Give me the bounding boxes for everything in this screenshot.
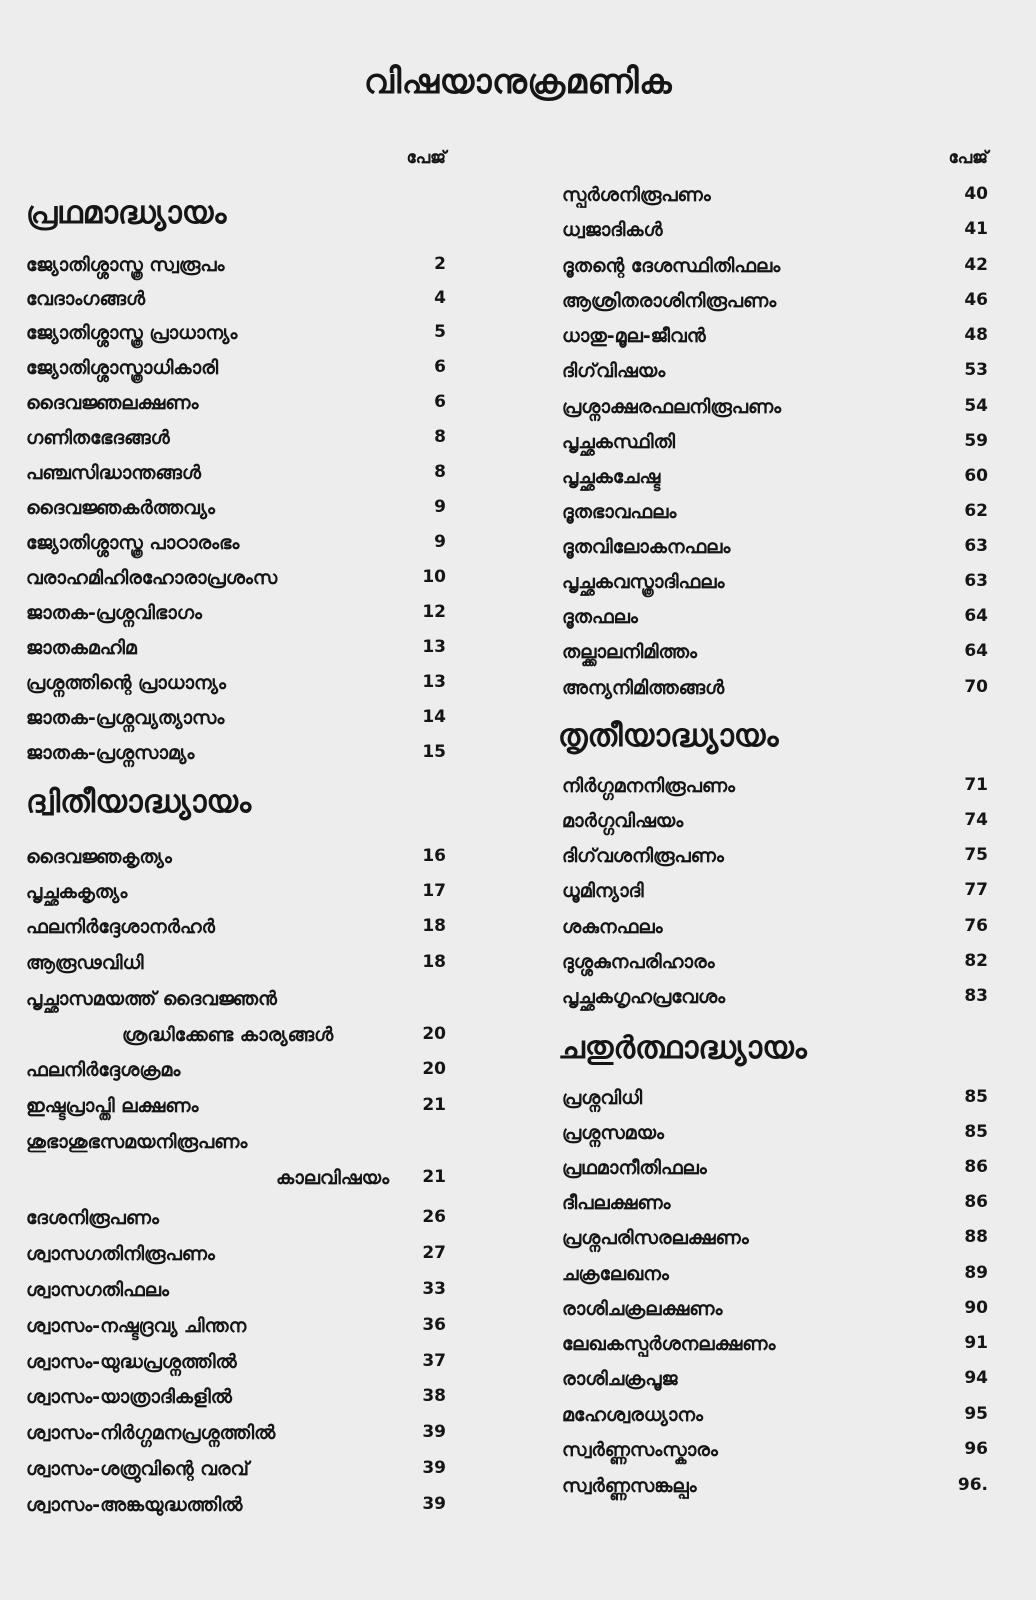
entry-title: പഞ്ചസിദ്ധാന്തങ്ങൾ <box>26 462 201 484</box>
chapter-heading: ദ്വിതീയാദ്ധ്യായം <box>26 784 252 820</box>
page-column-header: പേജ് <box>948 148 988 168</box>
toc-entry[interactable] <box>26 742 446 774</box>
entry-page: 21 <box>422 1167 446 1187</box>
toc-entry[interactable] <box>558 184 988 216</box>
toc-entry[interactable] <box>558 571 988 603</box>
entry-page: 33 <box>422 1279 446 1299</box>
entry-title: ശ്വാസം-അങ്കയുദ്ധത്തിൽ <box>26 1494 243 1516</box>
toc-entry[interactable] <box>26 1351 446 1383</box>
entry-title: കാലവിഷയം <box>276 1167 390 1189</box>
toc-entry[interactable] <box>26 1386 446 1418</box>
toc-entry[interactable] <box>558 677 988 709</box>
entry-page: 12 <box>422 602 446 622</box>
entry-page: 64 <box>964 641 988 661</box>
entry-title: ഗണിതഭേദങ്ങൾ <box>26 427 170 449</box>
entry-page: 89 <box>964 1263 988 1283</box>
toc-entry[interactable] <box>26 357 446 389</box>
toc-entry[interactable] <box>558 951 988 983</box>
entry-title: ദൈവജ്ഞകർത്തവ്യം <box>26 497 215 519</box>
toc-entry[interactable] <box>558 1404 988 1436</box>
entry-page: 8 <box>434 427 446 447</box>
entry-page: 26 <box>422 1207 446 1227</box>
toc-entry[interactable] <box>26 497 446 529</box>
entry-page: 64 <box>964 606 988 626</box>
entry-title: ജാതകമഹിമ <box>26 637 137 659</box>
toc-entry[interactable] <box>558 775 988 807</box>
entry-page: 9 <box>434 532 446 552</box>
entry-title: രാശിചക്രപൂജ <box>562 1368 678 1390</box>
toc-entry[interactable] <box>558 880 988 912</box>
entry-title: ശകുനഫലം <box>562 916 663 938</box>
toc-entry[interactable] <box>26 532 446 564</box>
entry-title: പൃച്ഛകവസ്ത്രാദിഫലം <box>562 571 725 593</box>
entry-page: 39 <box>422 1494 446 1514</box>
page-column-header: പേജ് <box>406 148 446 168</box>
entry-title: ജ്യോതിശ്ശാസ്ത്ര പാഠാരംഭം <box>26 532 240 554</box>
entry-title: ധ്വജാദികൾ <box>562 219 663 241</box>
entry-title: ദിഗ്‌വിഷയം <box>562 360 666 382</box>
entry-page: 27 <box>422 1243 446 1263</box>
entry-page: 86 <box>964 1192 988 1212</box>
toc-entry[interactable] <box>558 606 988 638</box>
entry-page: 60 <box>964 466 988 486</box>
entry-page: 95 <box>964 1404 988 1424</box>
toc-entry[interactable] <box>26 916 446 948</box>
toc-entry[interactable] <box>558 1475 988 1507</box>
toc-entry[interactable] <box>558 810 988 842</box>
entry-title: പൃച്ഛകചേഷ്ട <box>562 466 661 488</box>
toc-entry[interactable] <box>558 536 988 568</box>
entry-page: 46 <box>964 290 988 310</box>
entry-title: ജാതക-പ്രശ്നവിഭാഗം <box>26 602 202 624</box>
toc-entry[interactable] <box>558 916 988 948</box>
entry-page: 91 <box>964 1333 988 1353</box>
entry-title: ശ്വാസഗതിനിരൂപണം <box>26 1243 215 1265</box>
entry-page: 70 <box>964 677 988 697</box>
toc-entry[interactable] <box>26 1458 446 1490</box>
toc-entry-continuation[interactable] <box>26 1167 446 1199</box>
entry-page: 8 <box>434 462 446 482</box>
toc-entry[interactable] <box>558 1122 988 1154</box>
entry-page: 41 <box>964 219 988 239</box>
toc-entry[interactable] <box>558 396 988 428</box>
entry-title: ലേഖകസ്പർശനലക്ഷണം <box>562 1333 776 1355</box>
entry-page: 13 <box>422 637 446 657</box>
entry-page: 77 <box>964 880 988 900</box>
entry-page: 71 <box>964 775 988 795</box>
toc-entry[interactable] <box>558 466 988 498</box>
toc-entry[interactable] <box>558 1087 988 1119</box>
entry-title: ജാതക-പ്രശ്നവ്യത്യാസം <box>26 707 225 729</box>
entry-title: മഹേശ്വരധ്യാനം <box>562 1404 703 1426</box>
entry-title: ദൂതഫലം <box>562 606 638 628</box>
entry-title: വേദാംഗങ്ങൾ <box>26 288 146 310</box>
entry-page: 82 <box>964 951 988 971</box>
entry-page: 21 <box>422 1095 446 1115</box>
entry-page: 10 <box>422 567 446 587</box>
entry-title: ജാതക-പ്രശ്നസാമ്യം <box>26 742 195 764</box>
entry-title: തല്ക്കാലനിമിത്തം <box>562 641 697 663</box>
toc-entry[interactable] <box>558 1227 988 1259</box>
toc-entry[interactable] <box>26 672 446 704</box>
entry-page: 59 <box>964 431 988 451</box>
entry-title: പ്രശ്നസമയം <box>562 1122 664 1144</box>
entry-page: 96. <box>957 1475 988 1495</box>
toc-entry[interactable] <box>558 1192 988 1224</box>
entry-page: 85 <box>964 1122 988 1142</box>
entry-page: 36 <box>422 1315 446 1335</box>
toc-entry[interactable] <box>558 986 988 1018</box>
toc-entry[interactable] <box>26 288 446 320</box>
toc-entry[interactable] <box>26 846 446 878</box>
entry-title: പ്രശ്നാക്ഷരഫലനിരൂപണം <box>562 396 782 418</box>
toc-entry[interactable] <box>26 392 446 424</box>
entry-title: ചക്രലേഖനം <box>562 1263 669 1285</box>
entry-page: 9 <box>434 497 446 517</box>
toc-entry[interactable] <box>26 1422 446 1454</box>
entry-title: ഫലനിർദ്ദേശക്രമം <box>26 1059 181 1081</box>
entry-title: ദൂതവിലോകനഫലം <box>562 536 731 558</box>
entry-page: 88 <box>964 1227 988 1247</box>
entry-title: സ്വർണ്ണസങ്കല്പം <box>562 1475 697 1497</box>
entry-title: ഇഷ്ടപ്രാപ്തി ലക്ഷണം <box>26 1095 199 1117</box>
entry-title: ദീപലക്ഷണം <box>562 1192 671 1214</box>
entry-title: ദേശനിരൂപണം <box>26 1207 159 1229</box>
toc-entry[interactable] <box>558 1157 988 1189</box>
entry-page: 4 <box>434 288 446 308</box>
toc-entry[interactable] <box>26 254 446 286</box>
toc-entry-continuation[interactable] <box>26 1024 446 1056</box>
toc-entry[interactable] <box>558 1263 988 1295</box>
toc-entry[interactable] <box>26 637 446 669</box>
entry-title: ദുശ്ശകുനപരിഹാരം <box>562 951 715 973</box>
entry-page: 85 <box>964 1087 988 1107</box>
entry-title: പ്രഥമാനീതിഫലം <box>562 1157 707 1179</box>
toc-entry[interactable] <box>26 602 446 634</box>
entry-page: 13 <box>422 672 446 692</box>
entry-page: 6 <box>434 392 446 412</box>
entry-page: 20 <box>422 1059 446 1079</box>
entry-title: രാശിചക്രലക്ഷണം <box>562 1298 723 1320</box>
entry-page: 20 <box>422 1024 446 1044</box>
toc-entry[interactable] <box>558 1368 988 1400</box>
entry-title: വരാഹമിഹിരഹോരാപ്രശംസ <box>26 567 278 589</box>
entry-title: ദിഗ്‌വശനിരൂപണം <box>562 845 724 867</box>
toc-entry[interactable] <box>26 427 446 459</box>
entry-page: 86 <box>964 1157 988 1177</box>
entry-title: ശ്വാസം-യാത്രാദികളിൽ <box>26 1386 232 1408</box>
toc-entry[interactable] <box>558 431 988 463</box>
toc-entry[interactable] <box>558 219 988 251</box>
page-title: വിഷയാനുക്രമണിക <box>363 62 673 102</box>
entry-page: 5 <box>434 322 446 342</box>
entry-title: ദൂതന്റെ ദേശസ്ഥിതിഫലം <box>562 255 781 277</box>
entry-title: ശ്രദ്ധിക്കേണ്ട കാര്യങ്ങൾ <box>122 1024 334 1046</box>
entry-page: 18 <box>422 952 446 972</box>
toc-entry[interactable] <box>26 1095 446 1127</box>
entry-title: ദൈവജ്ഞകൃത്യം <box>26 846 172 868</box>
toc-entry[interactable] <box>26 322 446 354</box>
entry-page: 54 <box>964 396 988 416</box>
entry-page: 42 <box>964 255 988 275</box>
entry-page: 94 <box>964 1368 988 1388</box>
entry-page: 40 <box>964 184 988 204</box>
toc-entry[interactable] <box>26 952 446 984</box>
toc-entry[interactable] <box>26 567 446 599</box>
toc-entry[interactable] <box>26 1243 446 1275</box>
toc-entry[interactable] <box>26 707 446 739</box>
entry-page: 74 <box>964 810 988 830</box>
entry-title: ശ്വാസം-നിർഗ്ഗമനപ്രശ്നത്തിൽ <box>26 1422 276 1444</box>
entry-page: 16 <box>422 846 446 866</box>
entry-page: 48 <box>964 325 988 345</box>
entry-page: 75 <box>964 845 988 865</box>
entry-page: 39 <box>422 1458 446 1478</box>
entry-title: ജ്യോതിശ്ശാസ്ത്ര പ്രാധാന്യം <box>26 322 238 344</box>
entry-page: 18 <box>422 916 446 936</box>
entry-title: പൃച്ഛാസമയത്ത് ദൈവജ്ഞൻ <box>26 988 277 1010</box>
toc-entry[interactable] <box>558 641 988 673</box>
entry-title: പ്രശ്നവിധി <box>562 1087 643 1109</box>
entry-page: 62 <box>964 501 988 521</box>
entry-page: 39 <box>422 1422 446 1442</box>
entry-title: സ്വർണ്ണസംസ്കാരം <box>562 1439 718 1461</box>
entry-title: പ്രശ്നപരിസരലക്ഷണം <box>562 1227 749 1249</box>
chapter-heading: തൃതീയാദ്ധ്യായം <box>558 718 779 754</box>
toc-entry[interactable] <box>558 1439 988 1471</box>
entry-title: അന്യനിമിത്തങ്ങൾ <box>562 677 725 699</box>
entry-page: 96 <box>964 1439 988 1459</box>
toc-entry[interactable] <box>558 360 988 392</box>
toc-entry[interactable] <box>26 1315 446 1347</box>
entry-title: ശ്വാസം-യുദ്ധപ്രശ്നത്തിൽ <box>26 1351 237 1373</box>
entry-page: 76 <box>964 916 988 936</box>
entry-page: 2 <box>434 254 446 274</box>
toc-entry[interactable] <box>26 1207 446 1239</box>
toc-entry[interactable] <box>558 255 988 287</box>
toc-entry[interactable] <box>26 988 446 1020</box>
entry-title: ജ്യോതിശ്ശാസ്ത്രാധികാരി <box>26 357 219 379</box>
entry-title: പൃച്ഛകഗൃഹപ്രവേശം <box>562 986 726 1008</box>
entry-page: 53 <box>964 360 988 380</box>
toc-entry[interactable] <box>26 1059 446 1091</box>
chapter-heading: ചതുർത്ഥാദ്ധ്യായം <box>558 1030 807 1066</box>
entry-title: ഫലനിർദ്ദേശാനർഹർ <box>26 916 215 938</box>
entry-title: ധൂമിന്യാദി <box>562 880 644 902</box>
toc-entry[interactable] <box>558 290 988 322</box>
toc-entry[interactable] <box>26 881 446 913</box>
entry-title: ദൈവജ്ഞലക്ഷണം <box>26 392 199 414</box>
toc-entry[interactable] <box>558 845 988 877</box>
entry-title: ആശ്രിതരാശിനിരൂപണം <box>562 290 777 312</box>
entry-title: ആരൂഢവിധി <box>26 952 144 974</box>
toc-entry[interactable] <box>558 1298 988 1330</box>
entry-title: ശ്വാസം-നഷ്ടദ്രവ്യ ചിന്തന <box>26 1315 247 1337</box>
entry-title: പൃച്ഛകസ്ഥിതി <box>562 431 676 453</box>
entry-title: പ്രശ്നത്തിന്റെ പ്രാധാന്യം <box>26 672 226 694</box>
toc-entry[interactable] <box>558 325 988 357</box>
chapter-heading: പ്രഥമാദ്ധ്യായം <box>26 195 227 231</box>
entry-page: 17 <box>422 881 446 901</box>
entry-page: 63 <box>964 571 988 591</box>
entry-title: ധാതു-മൂല-ജീവൻ <box>562 325 706 347</box>
entry-title: നിർഗ്ഗമനനിരൂപണം <box>562 775 736 797</box>
entry-page: 90 <box>964 1298 988 1318</box>
toc-entry[interactable] <box>26 1279 446 1311</box>
entry-page: 6 <box>434 357 446 377</box>
entry-title: ശ്വാസം-ശത്രുവിന്റെ വരവ് <box>26 1458 249 1480</box>
entry-page: 63 <box>964 536 988 556</box>
entry-title: ജ്യോതിശ്ശാസ്ത്ര സ്വരൂപം <box>26 254 225 276</box>
entry-title: സ്പർശനിരൂപണം <box>562 184 711 206</box>
entry-page: 14 <box>422 707 446 727</box>
entry-page: 37 <box>422 1351 446 1371</box>
toc-entry[interactable] <box>26 1131 446 1163</box>
entry-title: ശ്വാസഗതിഫലം <box>26 1279 169 1301</box>
entry-title: ശുഭാശുഭസമയനിരൂപണം <box>26 1131 248 1153</box>
entry-title: ദൂതഭാവഫലം <box>562 501 677 523</box>
entry-title: പൃച്ഛകകൃത്യം <box>26 881 128 903</box>
entry-page: 83 <box>964 986 988 1006</box>
entry-title: മാർഗ്ഗവിഷയം <box>562 810 684 832</box>
toc-entry[interactable] <box>558 1333 988 1365</box>
toc-entry[interactable] <box>26 462 446 494</box>
entry-page: 15 <box>422 742 446 762</box>
entry-page: 38 <box>422 1386 446 1406</box>
toc-entry[interactable] <box>558 501 988 533</box>
toc-entry[interactable] <box>26 1494 446 1526</box>
